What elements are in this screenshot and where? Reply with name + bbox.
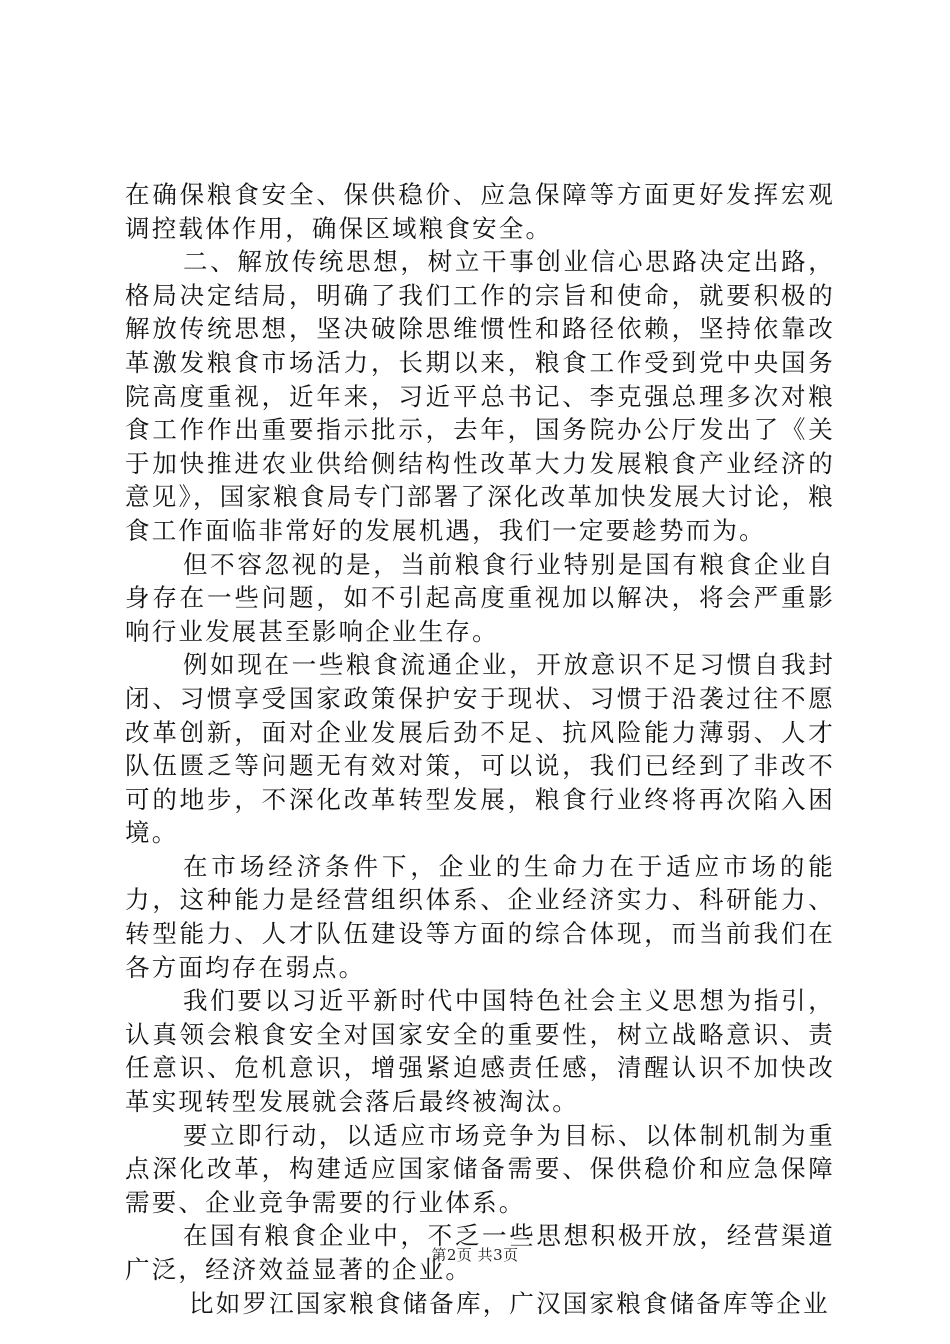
paragraph-guiding-thought: 我们要以习近平新时代中国特色社会主义思想为指引，认真领会粮食安全对国家安全的重要性，树立战略意识、责任意识、危机意识，增强紧迫感责任感，清醒认识不加快改革实现转型发展就会落后最终被淘汰。: [125, 986, 835, 1117]
paragraph-market-economy: 在市场经济条件下，企业的生命力在于适应市场的能力，这种能力是经营组织体系、企业经济实力、科研能力、转型能力、人才队伍建设等方面的综合体现，而当前我们在各方面均存在弱点。: [125, 851, 835, 982]
document-body: [125, 178, 835, 1320]
paragraph-continuation: 在确保粮食安全、保供稳价、应急保障等方面更好发挥宏观调控载体作用，确保区域粮食安全。: [125, 180, 835, 243]
paragraph-example-enterprises: 例如现在一些粮食流通企业，开放意识不足习惯自我封闭、习惯享受国家政策保护安于现状、习惯于沿袭过往不愿改革创新，面对企业发展后劲不足、抗风险能力薄弱、人才队伍匮乏等问题无有效对策，可以说，我们已经到了非改不可的地步，不深化改革转型发展，粮食行业终将再次陷入困境。: [125, 650, 835, 848]
page-number-footer: 第2页 共3页: [431, 1246, 519, 1264]
paragraph-take-action: 要立即行动，以适应市场竞争为目标、以体制机制为重点深化改革，构建适应国家储备需要、保供稳价和应急保障需要、企业竞争需要的行业体系。: [125, 1120, 835, 1217]
paragraph-problems: 但不容忽视的是，当前粮食行业特别是国有粮食企业自身存在一些问题，如不引起高度重视加以解决，将会严重影响行业发展甚至影响企业生存。: [125, 549, 835, 646]
paragraph-luojiang-example: 比如罗江国家粮食储备库，广汉国家粮食储备库等企业: [189, 1288, 830, 1318]
paragraph-section-two: 二、解放传统思想，树立干事创业信心思路决定出路，格局决定结局，明确了我们工作的宗旨和使命，就要积极的解放传统思想，坚决破除思维惯性和路径依赖，坚持依靠改革激发粮食市场活力，长期以来，粮食工作受到党中央国务院高度重视，近年来，习近平总书记、李克强总理多次对粮食工作作出重要指示批示，去年，国务院办公厅发出了《关于加快推进农业供给侧结构性改革大力发展粮食产业经济的意见》，国家粮食局专门部署了深化改革加快发展大讨论，粮食工作面临非常好的发展机遇，我们一定要趁势而为。: [125, 247, 835, 545]
paragraph-state-enterprises: 在国有粮食企业中，不乏一些思想积极开放，经营渠道广泛，经济效益显著的企业。: [125, 1221, 835, 1284]
